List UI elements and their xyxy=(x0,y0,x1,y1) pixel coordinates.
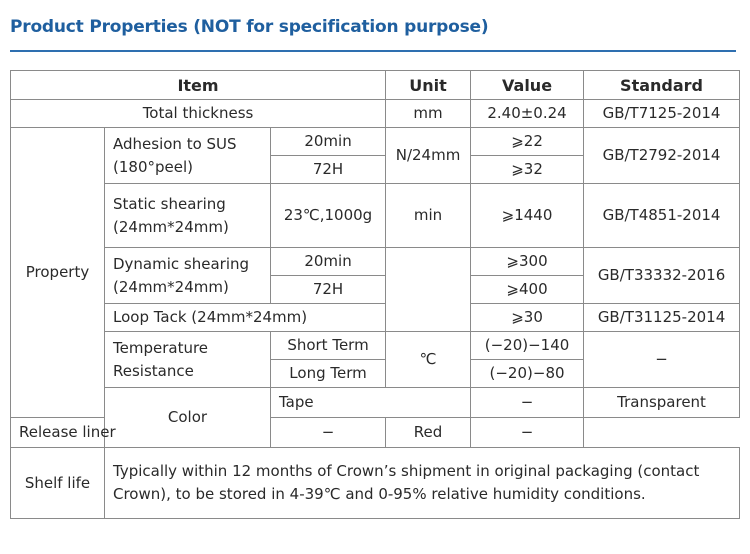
tape-value: Transparent xyxy=(584,388,740,418)
temperature-label-line1: Temperature xyxy=(113,338,209,357)
row-loop-tack xyxy=(11,304,740,332)
adhesion-value1: ⩾22 xyxy=(471,128,584,156)
loop-tack-value: ⩾30 xyxy=(471,304,584,332)
static-standard: GB/T4851-2014 xyxy=(584,184,740,248)
adhesion-label xyxy=(105,128,271,184)
thickness-unit: mm xyxy=(386,100,471,128)
dynamic-value1: ⩾300 xyxy=(471,248,584,276)
dynamic-label-line2: (24mm*24mm) xyxy=(113,277,229,296)
static-value: ⩾1440 xyxy=(471,184,584,248)
dynamic-cond2: 72H xyxy=(271,276,386,304)
release-liner-standard: − xyxy=(471,418,584,448)
shelf-life-text xyxy=(105,448,740,519)
title-underline xyxy=(10,50,736,52)
dynamic-label xyxy=(105,248,271,304)
property-group-label: Property xyxy=(11,128,105,418)
row-dynamic-1 xyxy=(11,248,740,276)
shelf-life-text-line1: Typically within 12 months of Crown’s shipment in original packaging (contact xyxy=(113,462,700,480)
adhesion-cond1: 20min xyxy=(271,128,386,156)
row-adhesion-1 xyxy=(11,128,740,156)
adhesion-standard: GB/T2792-2014 xyxy=(584,128,740,184)
properties-table xyxy=(10,70,740,519)
temperature-value1: (−20)−140 xyxy=(471,332,584,360)
row-release-liner xyxy=(11,418,740,448)
tape-label: Tape xyxy=(271,388,471,418)
header-value: Value xyxy=(471,71,584,100)
row-temperature-1 xyxy=(11,332,740,360)
header-standard: Standard xyxy=(584,71,740,100)
temperature-cond1: Short Term xyxy=(271,332,386,360)
header-item: Item xyxy=(11,71,386,100)
tape-unit: − xyxy=(471,388,584,418)
header-unit: Unit xyxy=(386,71,471,100)
static-label-line1: Static shearing xyxy=(113,194,226,213)
dynamic-value2: ⩾400 xyxy=(471,276,584,304)
release-liner-label: Release liner xyxy=(11,418,271,448)
temperature-unit: ℃ xyxy=(386,332,471,388)
dynamic-unit xyxy=(386,248,471,332)
row-thickness xyxy=(11,100,740,128)
header-row xyxy=(11,71,740,100)
release-liner-unit: − xyxy=(271,418,386,448)
thickness-value: 2.40±0.24 xyxy=(471,100,584,128)
page-title: Product Properties (NOT for specification purpose) xyxy=(10,17,489,37)
adhesion-unit: N/24mm xyxy=(386,128,471,184)
shelf-life-text-line2: Crown), to be stored in 4-39℃ and 0-95% relative humidity conditions. xyxy=(113,485,646,503)
thickness-label: Total thickness xyxy=(11,100,386,128)
adhesion-label-line1: Adhesion to SUS xyxy=(113,134,237,153)
temperature-label xyxy=(105,332,271,388)
dynamic-label-line1: Dynamic shearing xyxy=(113,254,250,273)
temperature-standard: − xyxy=(584,332,740,388)
loop-tack-label: Loop Tack (24mm*24mm) xyxy=(105,304,386,332)
static-label xyxy=(105,184,271,248)
shelf-life-label: Shelf life xyxy=(11,448,105,519)
adhesion-value2: ⩾32 xyxy=(471,156,584,184)
row-tape xyxy=(11,388,740,418)
dynamic-cond1: 20min xyxy=(271,248,386,276)
adhesion-label-line2: (180°peel) xyxy=(113,157,193,176)
temperature-value2: (−20)−80 xyxy=(471,360,584,388)
row-shelf-life xyxy=(11,448,740,519)
color-group-label: Color xyxy=(105,388,271,448)
static-unit: min xyxy=(386,184,471,248)
adhesion-cond2: 72H xyxy=(271,156,386,184)
temperature-cond2: Long Term xyxy=(271,360,386,388)
static-label-line2: (24mm*24mm) xyxy=(113,217,229,236)
row-static xyxy=(11,184,740,248)
release-liner-value: Red xyxy=(386,418,471,448)
static-cond: 23℃,1000g xyxy=(271,184,386,248)
thickness-standard: GB/T7125-2014 xyxy=(584,100,740,128)
temperature-label-line2: Resistance xyxy=(113,361,194,380)
dynamic-standard: GB/T33332-2016 xyxy=(584,248,740,304)
loop-tack-standard: GB/T31125-2014 xyxy=(584,304,740,332)
